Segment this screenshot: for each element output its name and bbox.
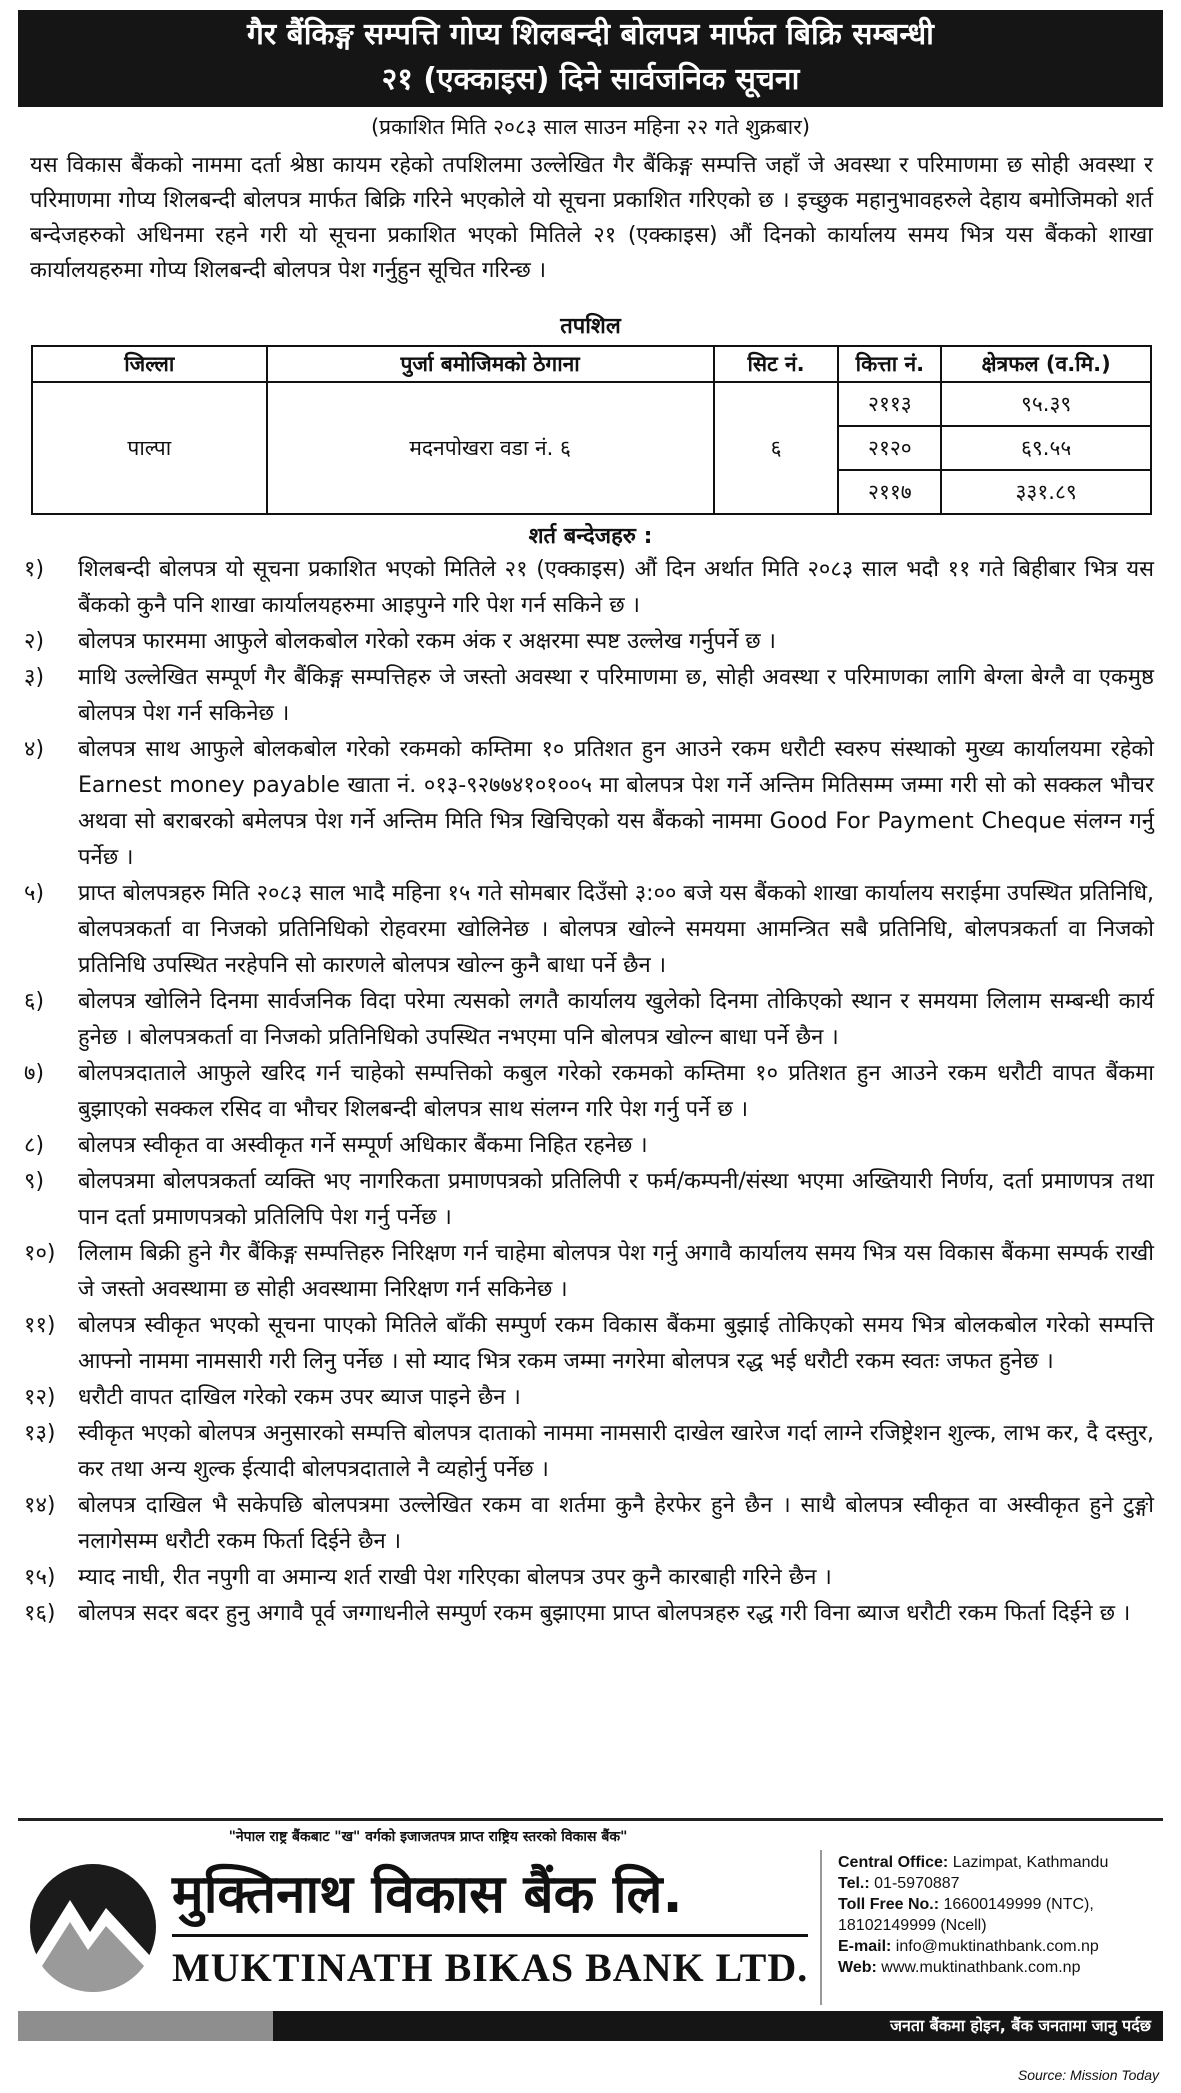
kitta-cell: २११३ [838, 382, 941, 426]
schedule-heading: तपशिल [560, 314, 621, 339]
contact-tollfree-ncell: 18102149999 (Ncell) [838, 1917, 987, 1934]
area-cell: ३३१.८९ [941, 470, 1151, 514]
contact-web: Web: www.muktinathbank.com.np [838, 1959, 1081, 1976]
term-item [24, 1416, 1154, 1488]
term-number: १६) [24, 1601, 56, 1626]
term-text: बोलपत्र स्वीकृत वा अस्वीकृत गर्ने सम्पूर्ण अधिकार बैंकमा निहित रहनेछ । [78, 1133, 648, 1158]
term-item [24, 1488, 1154, 1560]
bank-name-divider [172, 1934, 808, 1937]
term-text: बोलपत्रमा बोलपत्रकर्ता व्यक्ति भए नागरिकता प्रमाणपत्रको प्रतिलिपी र फर्म/कम्पनी/संस्था भएमा अख्तियारी निर्णय, दर्ता प्रमाणपत्र तथा पान दर्ता प्रमाणपत्रको प्रतिलिपि पेश गर्नु पर्नेछ । [78, 1169, 1154, 1230]
term-item [24, 984, 1154, 1056]
term-text: प्राप्त बोलपत्रहरु मिति २०८३ साल भादै महिना १५ गते सोमबार दिउँसो ३:०० बजे यस बैंकको शाखा कार्यालय सराईमा उपस्थित प्रतिनिधि, बोलपत्रकर्ता वा निजको प्रतिनिधिको रोहवरमा खोलिनेछ । बोलपत्र खोल्ने समयमा आमन्त्रित सबै प्रतिनिधि, बोलपत्रकर्ता वा निजको प्रतिनिधि उपस्थित नरहेपनि सो कारणले बोलपत्र खोल्न कुनै बाधा पर्ने छैन । [78, 881, 1154, 978]
term-number: १४) [24, 1493, 56, 1518]
term-text: बोलपत्र दाखिल भै सकेपछि बोलपत्रमा उल्लेखित रकम वा शर्तमा कुनै हेरफेर हुने छैन । साथै बोलपत्र स्वीकृत वा अस्वीकृत हुने टुङ्गो नलागेसम्म धरौटी रकम फिर्ता दिईने छैन । [78, 1493, 1154, 1554]
area-cell: ६९.५५ [941, 426, 1151, 470]
intro-paragraph: यस विकास बैंकको नाममा दर्ता श्रेष्ठा कायम रहेको तपशिलमा उल्लेखित गैर बैंकिङ्ग सम्पत्ति जहाँ जे अवस्था र परिमाणमा छ सोही अवस्था र परिमाणमा गोप्य शिलबन्दी बोलपत्र मार्फत बिक्रि गरिने भएकोले यो सूचना प्रकाशित गरिएको छ । इच्छुक महानुभावहरुले देहाय बमोजिमको शर्त बन्देजहरुको अधिनमा रहने गरी यो सूचना प्रकाशित भएको मितिले २१ (एक्काइस) औं दिनको कार्यालय समय भित्र यस बैंकको शाखा कार्यालयहरुमा गोप्य शिलबन्दी बोलपत्र पेश गर्नुहुन सूचित गरिन्छ । [30, 153, 1153, 283]
term-text: स्वीकृत भएको बोलपत्र अनुसारको सम्पत्ति बोलपत्र दाताको नाममा नामसारी दाखेल खारेज गर्दा लाग्ने रजिष्ट्रेशन शुल्क, लाभ कर, दै दस्तुर, कर तथा अन्य शुल्क ईत्यादी बोलपत्रदाताले नै व्यहोर्नु पर्नेछ । [78, 1421, 1154, 1482]
term-text: माथि उल्लेखित सम्पूर्ण गैर बैंकिङ्ग सम्पत्तिहरु जे जस्तो अवस्था र परिमाणमा छ, सोही अवस्था र परिमाणका लागि बेग्ला बेग्लै वा एकमुष्ठ बोलपत्र पेश गर्न सकिनेछ । [78, 665, 1154, 726]
term-item [24, 552, 1154, 624]
bank-name-nepali: मुक्तिनाथ विकास बैंक लि. [172, 1864, 683, 1925]
contact-email: E-mail: info@muktinathbank.com.np [838, 1938, 1099, 1955]
area-cell: ९५.३९ [941, 382, 1151, 426]
table-header-row [32, 346, 1151, 382]
footer-divider [18, 1818, 1163, 1821]
term-text: शिलबन्दी बोलपत्र यो सूचना प्रकाशित भएको मितिले २१ (एक्काइस) औं दिन अर्थात मिति २०८३ साल भदौ ११ गते बिहीबार भित्र यस बैंकको कुनै पनि शाखा कार्यालयहरुमा आइपुग्ने गरि पेश गर्न सकिने छ । [78, 557, 1154, 618]
term-item [24, 1056, 1154, 1128]
contact-divider [820, 1850, 822, 2005]
term-item [24, 876, 1154, 984]
bank-name-english: MUKTINATH BIKAS BANK LTD. [172, 1945, 809, 1990]
term-text: बोलपत्र साथ आफुले बोलकबोल गरेको रकमको कम्तिमा १० प्रतिशत हुन आउने रकम धरौटी स्वरुप संस्थाको मुख्य कार्यालयमा रहेको Earnest money payable खाता नं. ०१३-९२७७४१०१००५ मा बोलपत्र पेश गर्ने अन्तिम मितिसम्म जम्मा गरी सो को सक्कल भौचर अथवा सो बराबरको बमेलपत्र पेश गर्ने अन्तिम मिति भित्र खिचिएको यस बैंकको नाममा Good For Payment Cheque संलग्न गर्नु पर्नेछ । [78, 737, 1154, 870]
tagline: जनता बैंकमा होइन, बैंक जनतामा जानु पर्दछ [890, 2016, 1151, 2035]
term-text: बोलपत्र सदर बदर हुनु अगावै पूर्व जग्गाधनीले सम्पुर्ण रकम बुझाएमा प्राप्त बोलपत्रहरु रद्ध गरी विना ब्याज धरौटी रकम फिर्ता दिईने छ । [78, 1601, 1131, 1626]
district-cell: पाल्पा [32, 382, 267, 514]
terms-list [24, 552, 1154, 1632]
tagline-bar-grey [18, 2011, 273, 2041]
term-number: १५) [24, 1565, 56, 1590]
term-text: लिलाम बिक्री हुने गैर बैंकिङ्ग सम्पत्तिहरु निरिक्षण गर्न चाहेमा बोलपत्र पेश गर्नु अगावै कार्यालय समय भित्र यस विकास बैंकमा सम्पर्क राखी जे जस्तो अवस्थामा छ सोही अवस्थामा निरिक्षण गर्न सकिनेछ । [78, 1241, 1154, 1302]
tagline-bar [18, 2011, 1163, 2041]
term-item [24, 1164, 1154, 1236]
column-header-address: पुर्जा बमोजिमको ठेगाना [267, 346, 714, 382]
terms-heading: शर्त बन्देजहरु : [528, 524, 653, 549]
term-item [24, 1128, 1154, 1164]
kitta-cell: २११७ [838, 470, 941, 514]
source-credit: Source: Mission Today [1017, 2067, 1159, 2083]
term-number: ६) [24, 989, 45, 1014]
sheet-cell: ६ [714, 382, 839, 514]
term-number: ५) [24, 881, 45, 906]
term-number: ४) [24, 737, 45, 762]
term-text: धरौटी वापत दाखिल गरेको रकम उपर ब्याज पाइने छैन । [78, 1385, 521, 1410]
address-cell: मदनपोखरा वडा नं. ६ [267, 382, 714, 514]
contact-tollfree: Toll Free No.: 16600149999 (NTC), [838, 1896, 1094, 1913]
table-row [32, 382, 1151, 426]
mountain-logo-icon [28, 1862, 158, 1992]
notice-title: गैर बैंकिङ्ग सम्पत्ति गोप्य शिलबन्दी बोलपत्र मार्फत बिक्रि सम्बन्धी [247, 17, 934, 52]
term-item [24, 1308, 1154, 1380]
license-note: "नेपाल राष्ट्र बैंकबाट "ख" वर्गको इजाजतपत्र प्राप्त राष्ट्रिय स्तरको विकास बैंक" [228, 1829, 628, 1845]
term-item [24, 1560, 1154, 1596]
column-header-sheet: सिट नं. [714, 346, 839, 382]
term-number: ७) [24, 1061, 45, 1086]
term-text: बोलपत्र फारममा आफुले बोलकबोल गरेको रकम अंक र अक्षरमा स्पष्ट उल्लेख गर्नुपर्ने छ । [78, 629, 777, 654]
notice-subtitle: २१ (एक्काइस) दिने सार्वजनिक सूचना [381, 62, 800, 97]
term-number: ९) [24, 1169, 45, 1194]
term-number: १२) [24, 1385, 56, 1410]
column-header-kitta: कित्ता नं. [838, 346, 941, 382]
contact-block [838, 1852, 1168, 1978]
column-header-area: क्षेत्रफल (व.मि.) [941, 346, 1151, 382]
term-number: १०) [24, 1241, 56, 1266]
term-number: ८) [24, 1133, 45, 1158]
term-item [24, 1236, 1154, 1308]
term-item [24, 660, 1154, 732]
term-item [24, 732, 1154, 876]
term-item [24, 624, 1154, 660]
term-item [24, 1380, 1154, 1416]
contact-tel: Tel.: 01-5970887 [838, 1875, 960, 1892]
term-number: ३) [24, 665, 45, 690]
term-text: बोलपत्रदाताले आफुले खरिद गर्न चाहेको सम्पत्तिको कबुल गरेको रकमको कम्तिमा १० प्रतिशत हुन आउने रकम धरौटी वापत बैंकमा बुझाएको सक्कल रसिद वा भौचर शिलबन्दी बोलपत्र साथ संलग्न गरि पेश गर्नु पर्ने छ । [78, 1061, 1154, 1122]
term-text: बोलपत्र खोलिने दिनमा सार्वजनिक विदा परेमा त्यसको लगतै कार्यालय खुलेको दिनमा तोकिएको स्थान र समयमा लिलाम सम्बन्धी कार्य हुनेछ । बोलपत्रकर्ता वा निजको प्रतिनिधिको उपस्थित नभएमा पनि बोलपत्र खोल्न बाधा पर्ने छैन । [78, 989, 1154, 1050]
published-date: (प्रकाशित मिति २०८३ साल साउन महिना २२ गते शुक्रबार) [370, 115, 811, 139]
term-number: २) [24, 629, 45, 654]
property-table [31, 345, 1152, 515]
term-text: बोलपत्र स्वीकृत भएको सूचना पाएको मितिले बाँकी सम्पुर्ण रकम विकास बैंकमा बुझाई तोकिएको समय भित्र बोलकबोल गरेको सम्पत्ति आफ्नो नाममा नामसारी गरी लिनु पर्नेछ । सो म्याद भित्र रकम जम्मा नगरेमा बोलपत्र रद्ध भई धरौटी रकम स्वतः जफत हुनेछ । [78, 1313, 1154, 1374]
term-number: १३) [24, 1421, 56, 1446]
kitta-cell: २१२० [838, 426, 941, 470]
contact-office: Central Office: Lazimpat, Kathmandu [838, 1854, 1109, 1871]
term-text: म्याद नाघी, रीत नपुगी वा अमान्य शर्त राखी पेश गरिएका बोलपत्र उपर कुनै कारबाही गरिने छैन । [78, 1565, 832, 1590]
term-item [24, 1596, 1154, 1632]
notice-header [18, 10, 1163, 107]
term-number: १) [24, 557, 45, 582]
column-header-district: जिल्ला [32, 346, 267, 382]
term-number: ११) [24, 1313, 56, 1338]
